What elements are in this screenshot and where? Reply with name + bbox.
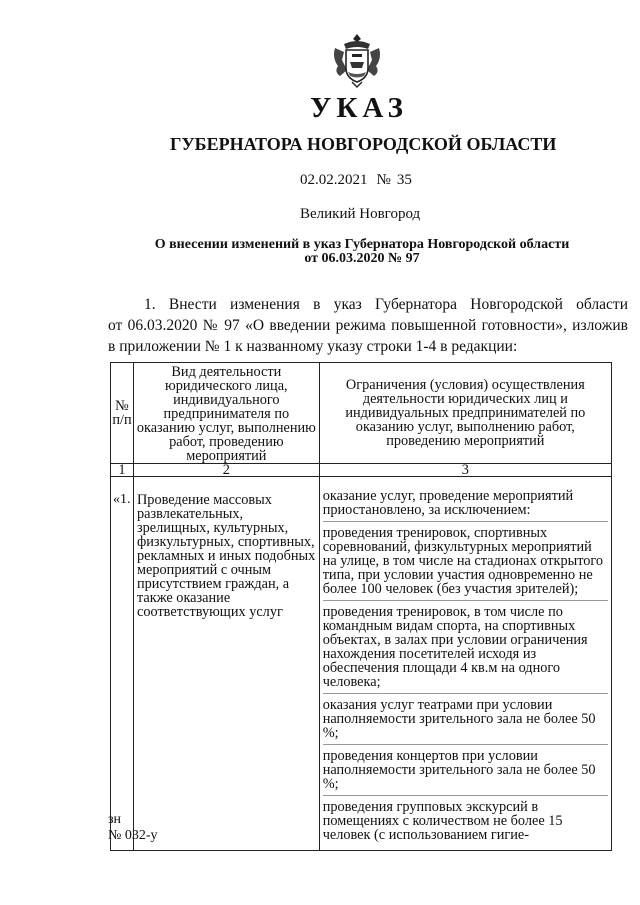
restriction-item: проведения групповых экскурсий в помещениях с количеством не более 15 человек (с использованием гигие- [322, 799, 563, 843]
row-restrictions [319, 477, 611, 851]
table-row [111, 477, 612, 851]
document-footer [108, 812, 158, 844]
city-name: Великий Новгород [300, 206, 421, 222]
coat-of-arms-emblem [330, 30, 384, 88]
body-paragraph [108, 294, 628, 357]
document-subtitle: ГУБЕРНАТОРА НОВГОРОДСКОЙ ОБЛАСТИ [170, 134, 557, 154]
document-number: 35 [396, 172, 412, 188]
column-number-2: 2 [133, 464, 319, 477]
column-number-3: 3 [319, 464, 611, 477]
restriction-item: проведения концертов при условии наполняемости зрительного зала не более 50 %; [323, 749, 608, 796]
document-heading [132, 238, 592, 266]
number-label: № [376, 172, 391, 188]
paragraph-line-1: 1. Внести изменения в указ Губернатора Новгородской области [144, 296, 628, 313]
header-col-activity: Вид деятельности юридического лица, индивидуального предпринимателя по оказанию услуг, выполнению работ, проведению мероприятий [133, 363, 319, 464]
row-activity: Проведение массовых развлекательных, зрелищных, культурных, физкультурных, спортивных, рекламных и иных подобных мероприятий с очным присутствием граждан, а также оказание соответствующих услуг [133, 477, 319, 851]
date-number-line [300, 172, 412, 189]
header-col-restrictions: Ограничения (условия) осуществления деятельности юридических лиц и индивидуальных предпринимателей по оказанию услуг, выполнению работ, проведению мероприятий [319, 363, 611, 464]
document-date: 02.02.2021 [300, 172, 368, 188]
restriction-item: оказание услуг, проведение мероприятий приостановлено, за исключением: [323, 489, 608, 522]
column-number-1: 1 [111, 464, 134, 477]
paragraph-line-2: от 06.03.2020 № 97 «О введении режима повышенной готовности», изложив [108, 317, 628, 334]
document-title: УКАЗ [310, 92, 408, 124]
footer-initials: зн [108, 812, 122, 827]
restriction-item: проведения тренировок, в том числе по командным видам спорта, на спортивных объектах, в залах при условии ограничения нахождения посетителей исходя из обеспечения площади 4 кв.м на одного человека; [323, 605, 608, 694]
restriction-item: оказания услуг театрами при условии наполняемости зрительного зала не более 50 %; [323, 698, 608, 745]
table-column-numbers-row [111, 464, 612, 477]
restrictions-table [110, 362, 612, 851]
header-col-number: № п/п [111, 363, 134, 464]
row-number: «1. [111, 477, 134, 851]
heading-line-2: от 06.03.2020 № 97 [304, 251, 420, 266]
paragraph-line-3: в приложении № 1 к названному указу строки 1-4 в редакции: [108, 338, 518, 355]
heading-line-1: О внесении изменений в указ Губернатора Новгородской области [154, 237, 570, 252]
table-header-row [111, 363, 612, 464]
restriction-item: проведения тренировок, спортивных соревнований, физкультурных мероприятий на улице, в том числе на стадионах открытого типа, при условии участия одновременно не более 100 человек (без участия зрителей); [323, 526, 608, 601]
footer-registration-number: № 032-у [108, 828, 158, 843]
